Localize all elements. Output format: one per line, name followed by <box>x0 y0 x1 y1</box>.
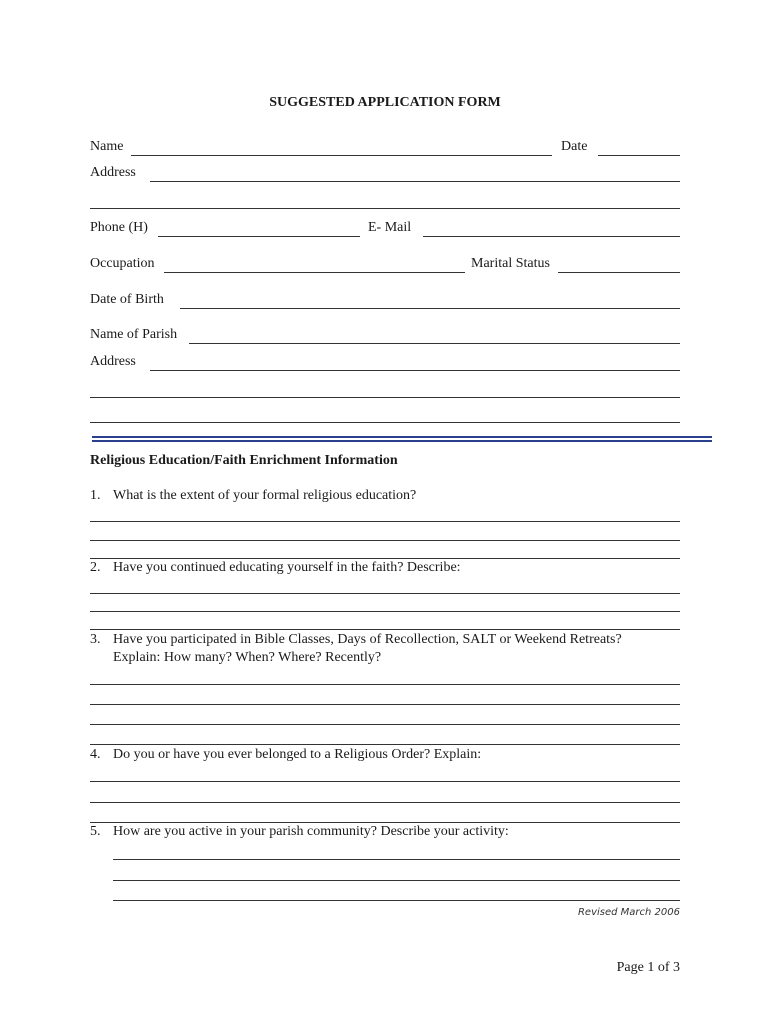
question-3-text-line-2: Explain: How many? When? Where? Recently? <box>113 650 382 665</box>
parish-label: Name of Parish <box>90 327 178 342</box>
name-label: Name <box>90 139 124 154</box>
answer-line[interactable] <box>90 704 680 705</box>
answer-line[interactable] <box>90 724 680 725</box>
revision-note: Revised March 2006 <box>577 907 680 918</box>
answer-line[interactable] <box>90 540 680 541</box>
answer-line[interactable] <box>90 593 680 594</box>
phone-label: Phone (H) <box>90 220 148 235</box>
answer-line[interactable] <box>90 684 680 685</box>
question-1-number: 1. <box>90 488 101 503</box>
email-field[interactable] <box>423 236 680 237</box>
answer-line[interactable] <box>90 802 680 803</box>
parish-address-label: Address <box>90 354 136 369</box>
form-title: SUGGESTED APPLICATION FORM <box>269 95 501 110</box>
date-label: Date <box>561 139 588 154</box>
question-2-text: Have you continued educating yourself in the faith? Describe: <box>113 560 461 575</box>
address-field-line-2[interactable] <box>90 208 680 209</box>
occupation-label: Occupation <box>90 256 155 271</box>
address-field[interactable] <box>150 181 680 182</box>
parish-address-field[interactable] <box>150 370 680 371</box>
email-label: E- Mail <box>368 220 412 235</box>
answer-line[interactable] <box>113 859 680 860</box>
section-divider <box>92 436 712 444</box>
question-4-text: Do you or have you ever belonged to a Religious Order? Explain: <box>113 747 482 762</box>
occupation-field[interactable] <box>164 272 465 273</box>
marital-status-field[interactable] <box>558 272 680 273</box>
answer-line[interactable] <box>113 900 680 901</box>
name-field[interactable] <box>131 155 552 156</box>
section-heading: Religious Education/Faith Enrichment Information <box>90 453 398 468</box>
answer-line[interactable] <box>90 822 680 823</box>
answer-line[interactable] <box>90 521 680 522</box>
answer-line[interactable] <box>90 611 680 612</box>
answer-line[interactable] <box>90 744 680 745</box>
parish-address-field-line-2[interactable] <box>90 397 680 398</box>
answer-line[interactable] <box>90 558 680 559</box>
question-2-number: 2. <box>90 560 101 575</box>
answer-line[interactable] <box>90 629 680 630</box>
answer-line[interactable] <box>113 880 680 881</box>
address-label: Address <box>90 165 136 180</box>
question-5-number: 5. <box>90 824 101 839</box>
answer-line[interactable] <box>90 781 680 782</box>
question-1-text: What is the extent of your formal religious education? <box>113 488 417 503</box>
question-5-text: How are you active in your parish community? Describe your activity: <box>113 824 509 839</box>
phone-field[interactable] <box>158 236 360 237</box>
parish-field[interactable] <box>189 343 680 344</box>
question-3-number: 3. <box>90 632 101 647</box>
page-number: Page 1 of 3 <box>616 960 680 975</box>
dob-field[interactable] <box>180 308 680 309</box>
marital-status-label: Marital Status <box>471 256 550 271</box>
question-4-number: 4. <box>90 747 101 762</box>
question-3-text: Have you participated in Bible Classes, Days of Recollection, SALT or Weekend Retreats? <box>113 632 622 647</box>
date-field[interactable] <box>598 155 680 156</box>
dob-label: Date of Birth <box>90 292 164 307</box>
parish-address-field-line-3[interactable] <box>90 422 680 423</box>
